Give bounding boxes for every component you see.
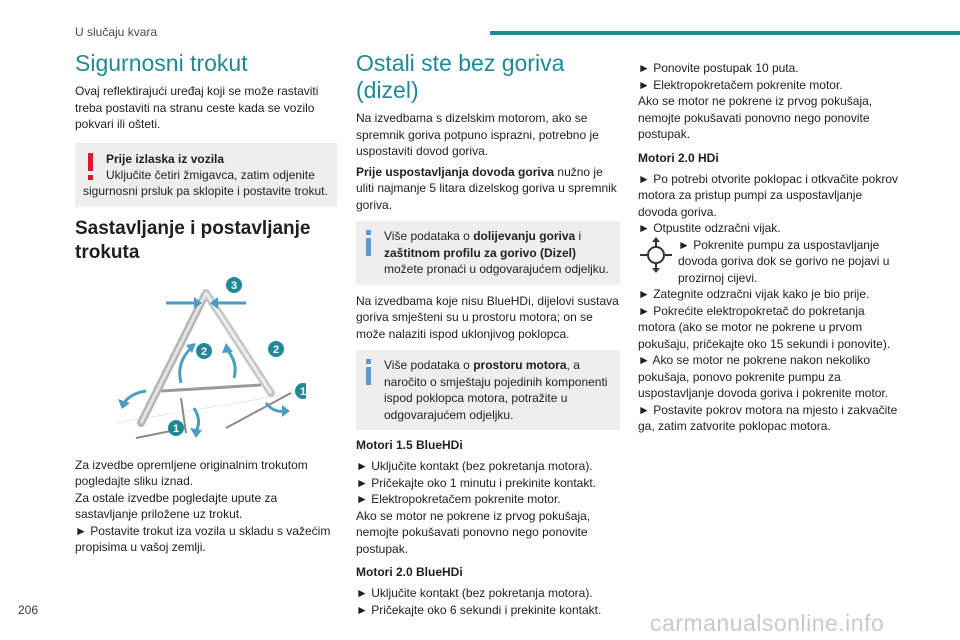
warning-icon	[88, 153, 94, 181]
triangle-intro: Ovaj reflektirajući uređaj koji se može rastaviti treba postaviti na stranu ceste kada se vozilo pokvari ili ošteti.	[75, 84, 319, 131]
figure-step-1-right	[295, 383, 306, 399]
triangle-p2: Za ostale izvedbe pogledajte upute za sastavljanje priložene uz trokut.	[75, 490, 278, 521]
info2-text-c: , a naročito o smještaju pojedinih komponenti ispod poklopca motora, potražite u odgovarajućem odjeljku.	[384, 358, 608, 422]
fuel-p2-rest: nužno je uliti najmanje 5 litara dizelskog goriva u spremnik goriva.	[356, 164, 617, 212]
heading-20-hdi: Motori 2.0 HDi	[638, 150, 719, 165]
step-15-3: ► Elektropokretačem pokrenite motor.	[356, 492, 561, 506]
warning-line-1: Uključite četiri žmigavca, zatim odjenite	[106, 167, 315, 182]
hdi-step-5: ► Pokrećite elektropokretač do pokretanja motora (ako se motor ne pokrene u prvom pokušaju, pričekajte oko 15 sekundi i ponovite).	[638, 303, 891, 351]
info-icon	[366, 359, 371, 385]
triangle-p3: ► Postavite trokut iza vozila u skladu s važećim propisima u vašoj zemlji.	[75, 523, 331, 554]
info1-bold-d: zaštitnom profilu za gorivo (Dizel)	[384, 245, 577, 260]
step-15-2: ► Pričekajte oko 1 minutu i prekinite kontakt.	[356, 475, 596, 490]
figure-step-2-right	[268, 341, 284, 357]
info1-text-c: i	[575, 229, 582, 243]
info2-text-a: Više podataka o	[384, 358, 474, 372]
info-icon	[366, 230, 371, 256]
page-number: 206	[18, 603, 39, 617]
triangle-p1: Za izvedbe opremljene originalnim trokutom pogledajte sliku iznad.	[75, 457, 308, 488]
fuel-p2-bold: Prije uspostavljanja dovoda goriva	[356, 164, 555, 179]
hdi-step-1: ► Po potrebi otvorite poklopac i otkvačite pokrov motora za pristup pumpi za uspostavljanje dovoda goriva.	[638, 171, 899, 219]
warning-box	[75, 143, 337, 207]
heading-20-bluehdi: Motori 2.0 BlueHDi	[356, 565, 463, 579]
step-15-4: Ako se motor ne pokrene iz prvog pokušaja, nemojte pokušavati ponovno nego ponovite postupak.	[356, 508, 591, 556]
figure-step-2-left	[196, 343, 212, 359]
step-15-1: ► Uključite kontakt (bez pokretanja motora).	[356, 459, 593, 473]
svg-text:1: 1	[299, 385, 306, 398]
fuel-p1: Na izvedbama s dizelskim motorom, ako se spremnik goriva potpuno isprazni, potrebno je uspostaviti dovod goriva.	[356, 111, 599, 158]
fuel-p3: Na izvedbama koje nisu BlueHDi, dijelovi sustava goriva smješteni su u prostoru motora; on se može nalaziti ispod uklonjivog poklopca.	[356, 293, 619, 341]
header-accent-bar	[490, 31, 960, 35]
info1-text-a: Više podataka o	[384, 229, 474, 243]
cont-l2: ► Elektropokretačem pokrenite motor.	[638, 77, 843, 92]
figure-step-3	[226, 277, 242, 293]
triangle-assembly-figure	[106, 273, 306, 453]
cont-l3: Ako se motor ne pokrene iz prvog pokušaja, nemojte pokušavati ponovno nego ponovite postupak.	[638, 94, 873, 141]
warning-line-2: sigurnosni prsluk pa sklopite i postavite trokut.	[83, 183, 328, 198]
info2-bold-b: prostoru motora	[473, 358, 567, 372]
warning-title: Prije izlaska iz vozila	[106, 151, 225, 166]
watermark-text: carmanualsonline.info	[650, 610, 885, 636]
svg-text:3: 3	[230, 279, 238, 292]
hdi-step-6: ► Ako se motor ne pokrene nakon nekoliko pokušaja, ponovo pokrenite pumpu za uspostavljanje dovoda goriva i pokrenite motor.	[638, 353, 889, 400]
svg-text:2: 2	[272, 343, 280, 356]
column-safety-triangle	[75, 50, 337, 556]
step-20b-1: ► Uključite kontakt (bez pokretanja motora).	[356, 586, 593, 600]
svg-text:2: 2	[200, 345, 208, 358]
info1-bold-b: dolijevanju goriva	[473, 229, 576, 243]
priming-pump-icon	[638, 237, 674, 273]
column-continued	[638, 60, 898, 435]
running-header: U slučaju kvara	[75, 25, 158, 39]
info-box-engine-compartment	[356, 350, 620, 430]
info1-text-e: možete pronaći u odgovarajućem odjeljku.	[384, 262, 609, 276]
hdi-step-4: ► Zategnite odzračni vijak kako je bio prije.	[638, 287, 870, 301]
column-out-of-fuel	[356, 50, 620, 618]
svg-text:1: 1	[172, 422, 180, 435]
hdi-step-7: ► Postavite pokrov motora na mjesto i zakvačite ga, zatim zatvorite poklopac motora.	[638, 402, 898, 433]
cont-l1: ► Ponovite postupak 10 puta.	[638, 61, 799, 75]
step-20b-2: ► Pričekajte oko 6 sekundi i prekinite kontakt.	[356, 602, 602, 617]
info-box-refuelling	[356, 221, 620, 285]
heading-15-bluehdi: Motori 1.5 BlueHDi	[356, 438, 463, 452]
fuel-p2	[356, 164, 620, 214]
figure-step-1-left	[168, 420, 184, 436]
hdi-step-3-wrapper	[638, 237, 898, 287]
hdi-step-2: ► Otpustite odzračni vijak.	[638, 221, 781, 235]
section-title-triangle: Sigurnosni trokut	[75, 50, 248, 76]
hdi-step-3: ► Pokrenite pumpu za uspostavljanje dovoda goriva dok se gorivo ne pojavi u prozirnoj cijevi.	[678, 237, 890, 285]
section-title-fuel: Ostali ste bez goriva (dizel)	[356, 50, 565, 103]
subsection-title-assembly: Sastavljanje i postavljanje trokuta	[75, 217, 311, 263]
